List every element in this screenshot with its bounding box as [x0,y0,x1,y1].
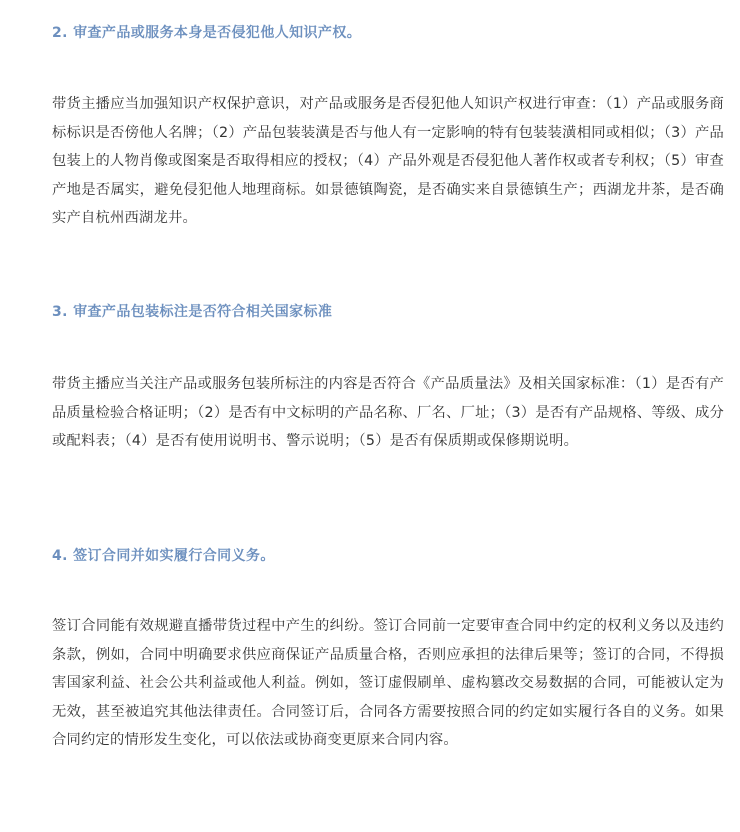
section-body-packaging-standards: 带货主播应当关注产品或服务包装所标注的内容是否符合《产品质量法》及相关国家标准：（1）是否有产品质量检验合格证明；（2）是否有中文标明的产品名称、厂名、厂址；（3）是否有产品规格、等级、成分或配料表；（4）是否有使用说明书、警示说明；（5）是否有保质期或保修期说明。 [52,376,724,450]
section-heading-ip-review: 2. 审查产品或服务本身是否侵犯他人知识产权。 [52,25,362,41]
section-body-contract: 签订合同能有效规避直播带货过程中产生的纠纷。签订合同前一定要审查合同中约定的权利义务以及违约条款，例如，合同中明确要求供应商保证产品质量合格，否则应承担的法律后果等；签订的合同，不得损害国家利益、社会公共利益或他人利益。例如，签订虚假刷单、虚构篡改交易数据的合同，可能被认定为无效，甚至被追究其他法律责任。合同签订后，合同各方需要按照合同的约定如实履行各自的义务。如果合同约定的情形发生变化，可以依法或协商变更原来合同内容。 [52,618,724,749]
section-body-ip-review: 带货主播应当加强知识产权保护意识，对产品或服务是否侵犯他人知识产权进行审查：（1）产品或服务商标标识是否傍他人名牌；（2）产品包装装潢是否与他人有一定影响的特有包装装潢相同或相似；（3）产品包装上的人物肖像或图案是否取得相应的授权；（4）产品外观是否侵犯他人著作权或者专利权；（5）审查产地是否属实，避免侵犯他人地理商标。如景德镇陶瓷，是否确实来自景德镇生产；西湖龙井茶，是否确实产自杭州西湖龙井。 [52,96,724,227]
section-heading-contract: 4. 签订合同并如实履行合同义务。 [52,548,275,564]
section-heading-packaging-standards: 3. 审查产品包装标注是否符合相关国家标准 [52,304,333,320]
